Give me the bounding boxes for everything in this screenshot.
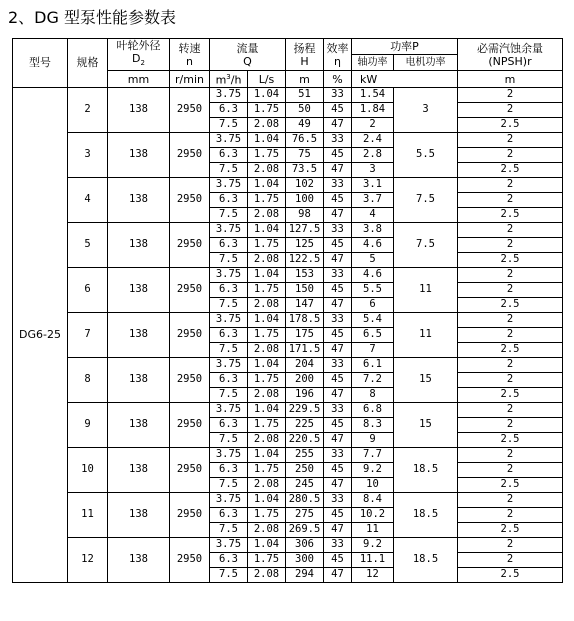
efficiency-cell: 45 [324,507,352,522]
shaft-power-cell: 7.2 [352,372,394,387]
impeller-diameter-cell: 138 [108,357,170,402]
head-cell: 306 [286,537,324,552]
spec-cell: 7 [68,312,108,357]
npsh-cell: 2 [458,462,563,477]
impeller-diameter-cell: 138 [108,537,170,582]
flow-ls-cell: 1.75 [248,462,286,477]
head-cell: 294 [286,567,324,582]
head-cell: 225 [286,417,324,432]
npsh-cell: 2 [458,282,563,297]
flow-m3h-cell: 7.5 [210,252,248,267]
motor-power-cell: 3 [394,87,458,132]
head-cell: 175 [286,327,324,342]
shaft-power-cell: 9 [352,432,394,447]
shaft-power-cell: 4.6 [352,267,394,282]
flow-m3h-cell: 6.3 [210,372,248,387]
spec-cell: 5 [68,222,108,267]
flow-m3h-cell: 3.75 [210,132,248,147]
npsh-cell: 2 [458,492,563,507]
npsh-cell: 2.5 [458,387,563,402]
header-model: 型号 [13,39,68,88]
flow-ls-cell: 1.04 [248,447,286,462]
shaft-power-cell: 9.2 [352,537,394,552]
header-head-symbol: H [300,54,309,68]
motor-power-cell: 7.5 [394,177,458,222]
flow-m3h-cell: 7.5 [210,162,248,177]
flow-ls-cell: 1.04 [248,312,286,327]
npsh-cell: 2.5 [458,117,563,132]
unit-speed: r/min [170,71,210,88]
shaft-power-cell: 12 [352,567,394,582]
npsh-cell: 2 [458,552,563,567]
npsh-cell: 2.5 [458,342,563,357]
impeller-diameter-cell: 138 [108,312,170,357]
flow-m3h-cell: 7.5 [210,117,248,132]
flow-m3h-cell: 6.3 [210,462,248,477]
npsh-cell: 2 [458,237,563,252]
efficiency-cell: 33 [324,402,352,417]
motor-power-cell: 11 [394,267,458,312]
shaft-power-cell: 6 [352,297,394,312]
head-cell: 102 [286,177,324,192]
shaft-power-cell: 11.1 [352,552,394,567]
unit-flow-sup: 3 [226,73,231,82]
efficiency-cell: 33 [324,447,352,462]
flow-ls-cell: 1.75 [248,282,286,297]
head-cell: 250 [286,462,324,477]
head-cell: 50 [286,102,324,117]
unit-flow-m: m [215,73,227,87]
efficiency-cell: 33 [324,492,352,507]
shaft-power-cell: 6.8 [352,402,394,417]
efficiency-cell: 47 [324,297,352,312]
shaft-power-cell: 3 [352,162,394,177]
flow-m3h-cell: 6.3 [210,417,248,432]
flow-ls-cell: 2.08 [248,567,286,582]
table-row [13,537,563,552]
shaft-power-cell: 8.4 [352,492,394,507]
spec-cell: 8 [68,357,108,402]
unit-flow-m3h [210,71,248,88]
impeller-diameter-cell: 138 [108,402,170,447]
efficiency-cell: 33 [324,312,352,327]
table-row [13,87,563,102]
impeller-diameter-cell: 138 [108,492,170,537]
header-impeller-label: 叶轮外径 [116,39,161,52]
header-efficiency-symbol: η [334,54,341,68]
npsh-cell: 2.5 [458,477,563,492]
head-cell: 200 [286,372,324,387]
shaft-power-cell: 5.4 [352,312,394,327]
flow-ls-cell: 1.04 [248,132,286,147]
speed-cell: 2950 [170,267,210,312]
shaft-power-cell: 5.5 [352,282,394,297]
shaft-power-cell: 7 [352,342,394,357]
header-spec: 规格 [68,39,108,88]
flow-m3h-cell: 6.3 [210,327,248,342]
npsh-cell: 2 [458,177,563,192]
efficiency-cell: 33 [324,87,352,102]
spec-cell: 9 [68,402,108,447]
header-flow-label: 流量 [236,41,259,55]
motor-power-cell: 7.5 [394,222,458,267]
flow-ls-cell: 1.75 [248,102,286,117]
efficiency-cell: 45 [324,462,352,477]
head-cell: 300 [286,552,324,567]
head-cell: 122.5 [286,252,324,267]
spec-cell: 4 [68,177,108,222]
flow-ls-cell: 1.04 [248,537,286,552]
impeller-diameter-cell: 138 [108,177,170,222]
head-cell: 196 [286,387,324,402]
head-cell: 245 [286,477,324,492]
shaft-power-cell: 1.54 [352,87,394,102]
flow-m3h-cell: 3.75 [210,177,248,192]
npsh-cell: 2 [458,267,563,282]
flow-m3h-cell: 7.5 [210,342,248,357]
head-cell: 255 [286,447,324,462]
flow-ls-cell: 1.75 [248,237,286,252]
flow-m3h-cell: 3.75 [210,222,248,237]
npsh-cell: 2 [458,222,563,237]
flow-ls-cell: 1.75 [248,147,286,162]
head-cell: 51 [286,87,324,102]
header-speed [170,39,210,71]
impeller-diameter-cell: 138 [108,222,170,267]
shaft-power-cell: 8 [352,387,394,402]
head-cell: 269.5 [286,522,324,537]
flow-m3h-cell: 7.5 [210,522,248,537]
shaft-power-cell: 3.8 [352,222,394,237]
npsh-cell: 2.5 [458,162,563,177]
flow-ls-cell: 2.08 [248,432,286,447]
header-impeller [108,39,170,71]
page-title: 2、DG 型泵性能参数表 [8,8,176,27]
header-power: 功率P [352,39,458,55]
header-npsh-label: 必需汽蚀余量 [477,41,544,55]
spec-cell: 11 [68,492,108,537]
head-cell: 73.5 [286,162,324,177]
flow-ls-cell: 1.75 [248,192,286,207]
flow-ls-cell: 2.08 [248,297,286,312]
flow-ls-cell: 2.08 [248,117,286,132]
flow-ls-cell: 1.04 [248,222,286,237]
shaft-power-cell: 7.7 [352,447,394,462]
shaft-power-cell: 3.1 [352,177,394,192]
npsh-cell: 2.5 [458,297,563,312]
flow-m3h-cell: 7.5 [210,207,248,222]
flow-m3h-cell: 7.5 [210,297,248,312]
table-body [13,39,563,583]
flow-m3h-cell: 6.3 [210,237,248,252]
flow-ls-cell: 1.75 [248,372,286,387]
speed-cell: 2950 [170,492,210,537]
shaft-power-cell: 8.3 [352,417,394,432]
table-row [13,132,563,147]
npsh-cell: 2.5 [458,567,563,582]
flow-m3h-cell: 7.5 [210,567,248,582]
npsh-cell: 2 [458,147,563,162]
efficiency-cell: 47 [324,342,352,357]
motor-power-cell: 18.5 [394,537,458,582]
shaft-power-cell: 3.7 [352,192,394,207]
flow-m3h-cell: 6.3 [210,102,248,117]
head-cell: 98 [286,207,324,222]
header-impeller-subscript: 2 [140,59,145,68]
shaft-power-cell: 2.8 [352,147,394,162]
flow-ls-cell: 1.04 [248,402,286,417]
efficiency-cell: 45 [324,237,352,252]
npsh-cell: 2 [458,402,563,417]
flow-ls-cell: 1.75 [248,417,286,432]
spec-cell: 2 [68,87,108,132]
efficiency-cell: 45 [324,372,352,387]
shaft-power-cell: 1.84 [352,102,394,117]
efficiency-cell: 33 [324,222,352,237]
shaft-power-cell: 9.2 [352,462,394,477]
flow-ls-cell: 1.75 [248,327,286,342]
table-row [13,312,563,327]
npsh-cell: 2 [458,327,563,342]
head-cell: 153 [286,267,324,282]
table-row [13,447,563,462]
flow-ls-cell: 1.75 [248,507,286,522]
npsh-cell: 2 [458,417,563,432]
flow-m3h-cell: 3.75 [210,447,248,462]
speed-cell: 2950 [170,447,210,492]
npsh-cell: 2 [458,87,563,102]
head-cell: 220.5 [286,432,324,447]
npsh-cell: 2 [458,192,563,207]
npsh-cell: 2 [458,537,563,552]
flow-ls-cell: 2.08 [248,387,286,402]
header-efficiency-label: 效率 [326,41,349,55]
efficiency-cell: 45 [324,102,352,117]
head-cell: 204 [286,357,324,372]
efficiency-cell: 33 [324,267,352,282]
flow-m3h-cell: 3.75 [210,537,248,552]
table-row [13,177,563,192]
head-cell: 75 [286,147,324,162]
npsh-cell: 2 [458,132,563,147]
efficiency-cell: 47 [324,162,352,177]
header-npsh-symbol: (NPSH)r [488,54,532,68]
speed-cell: 2950 [170,312,210,357]
flow-m3h-cell: 7.5 [210,477,248,492]
flow-m3h-cell: 3.75 [210,312,248,327]
spec-cell: 10 [68,447,108,492]
shaft-power-cell: 6.1 [352,357,394,372]
npsh-cell: 2.5 [458,252,563,267]
npsh-cell: 2.5 [458,522,563,537]
flow-m3h-cell: 3.75 [210,357,248,372]
shaft-power-cell: 6.5 [352,327,394,342]
motor-power-cell: 15 [394,402,458,447]
header-motor-power: 电机功率 [394,55,458,71]
efficiency-cell: 45 [324,192,352,207]
speed-cell: 2950 [170,537,210,582]
flow-ls-cell: 1.04 [248,492,286,507]
shaft-power-cell: 11 [352,522,394,537]
impeller-diameter-cell: 138 [108,447,170,492]
unit-flow-ls: L/s [248,71,286,88]
shaft-power-cell: 5 [352,252,394,267]
npsh-cell: 2.5 [458,432,563,447]
efficiency-cell: 45 [324,282,352,297]
npsh-cell: 2 [458,357,563,372]
efficiency-cell: 45 [324,417,352,432]
flow-ls-cell: 2.08 [248,522,286,537]
flow-m3h-cell: 6.3 [210,147,248,162]
npsh-cell: 2 [458,372,563,387]
efficiency-cell: 47 [324,387,352,402]
efficiency-cell: 33 [324,177,352,192]
head-cell: 280.5 [286,492,324,507]
speed-cell: 2950 [170,357,210,402]
efficiency-cell: 47 [324,432,352,447]
flow-m3h-cell: 6.3 [210,192,248,207]
shaft-power-cell: 4.6 [352,237,394,252]
efficiency-cell: 47 [324,117,352,132]
speed-cell: 2950 [170,222,210,267]
efficiency-cell: 33 [324,537,352,552]
shaft-power-cell: 2 [352,117,394,132]
shaft-power-cell: 10.2 [352,507,394,522]
flow-m3h-cell: 7.5 [210,432,248,447]
header-impeller-symbol: D [132,52,141,65]
head-cell: 127.5 [286,222,324,237]
header-npsh [458,39,563,71]
shaft-power-cell: 10 [352,477,394,492]
spec-cell: 6 [68,267,108,312]
flow-m3h-cell: 3.75 [210,402,248,417]
unit-head: m [286,71,324,88]
flow-ls-cell: 2.08 [248,342,286,357]
flow-m3h-cell: 6.3 [210,507,248,522]
head-cell: 49 [286,117,324,132]
unit-power: kW [352,71,458,88]
speed-cell: 2950 [170,132,210,177]
model-cell: DG6-25 [13,87,68,582]
shaft-power-cell: 2.4 [352,132,394,147]
efficiency-cell: 33 [324,357,352,372]
unit-npsh: m [458,71,563,88]
efficiency-cell: 47 [324,477,352,492]
table-row [13,402,563,417]
head-cell: 229.5 [286,402,324,417]
header-speed-label: 转速 [178,41,201,55]
flow-m3h-cell: 3.75 [210,87,248,102]
flow-ls-cell: 2.08 [248,207,286,222]
impeller-diameter-cell: 138 [108,87,170,132]
head-cell: 150 [286,282,324,297]
shaft-power-cell: 4 [352,207,394,222]
efficiency-cell: 47 [324,252,352,267]
efficiency-cell: 45 [324,552,352,567]
motor-power-cell: 18.5 [394,447,458,492]
npsh-cell: 2.5 [458,207,563,222]
head-cell: 275 [286,507,324,522]
efficiency-cell: 45 [324,327,352,342]
head-cell: 76.5 [286,132,324,147]
flow-m3h-cell: 7.5 [210,387,248,402]
flow-ls-cell: 1.04 [248,87,286,102]
flow-ls-cell: 2.08 [248,252,286,267]
table-row [13,222,563,237]
head-cell: 171.5 [286,342,324,357]
impeller-diameter-cell: 138 [108,267,170,312]
efficiency-cell: 47 [324,567,352,582]
flow-m3h-cell: 6.3 [210,282,248,297]
motor-power-cell: 18.5 [394,492,458,537]
impeller-diameter-cell: 138 [108,132,170,177]
header-head [286,39,324,71]
table-row [13,267,563,282]
flow-ls-cell: 2.08 [248,477,286,492]
unit-flow-per-hour: /h [230,73,242,87]
table-row [13,357,563,372]
header-head-label: 扬程 [293,41,316,55]
speed-cell: 2950 [170,87,210,132]
flow-ls-cell: 1.04 [248,177,286,192]
header-flow [210,39,286,71]
efficiency-cell: 47 [324,207,352,222]
efficiency-cell: 33 [324,132,352,147]
motor-power-cell: 11 [394,312,458,357]
unit-efficiency: % [324,71,352,88]
npsh-cell: 2 [458,102,563,117]
header-speed-symbol: n [186,54,193,68]
head-cell: 100 [286,192,324,207]
flow-m3h-cell: 3.75 [210,492,248,507]
motor-power-cell: 5.5 [394,132,458,177]
head-cell: 125 [286,237,324,252]
npsh-cell: 2 [458,447,563,462]
efficiency-cell: 45 [324,147,352,162]
spec-cell: 12 [68,537,108,582]
flow-ls-cell: 1.75 [248,552,286,567]
head-cell: 147 [286,297,324,312]
flow-ls-cell: 1.04 [248,357,286,372]
head-cell: 178.5 [286,312,324,327]
speed-cell: 2950 [170,177,210,222]
spec-cell: 3 [68,132,108,177]
speed-cell: 2950 [170,402,210,447]
header-shaft-power: 轴功率 [352,55,394,71]
header-row-1 [13,39,563,55]
npsh-cell: 2 [458,507,563,522]
pump-performance-table [12,38,563,583]
flow-ls-cell: 2.08 [248,162,286,177]
flow-ls-cell: 1.04 [248,267,286,282]
header-efficiency [324,39,352,71]
table-row [13,492,563,507]
npsh-cell: 2 [458,312,563,327]
motor-power-cell: 15 [394,357,458,402]
efficiency-cell: 47 [324,522,352,537]
header-flow-symbol: Q [243,54,252,68]
flow-m3h-cell: 6.3 [210,552,248,567]
flow-m3h-cell: 3.75 [210,267,248,282]
unit-impeller: mm [108,71,170,88]
